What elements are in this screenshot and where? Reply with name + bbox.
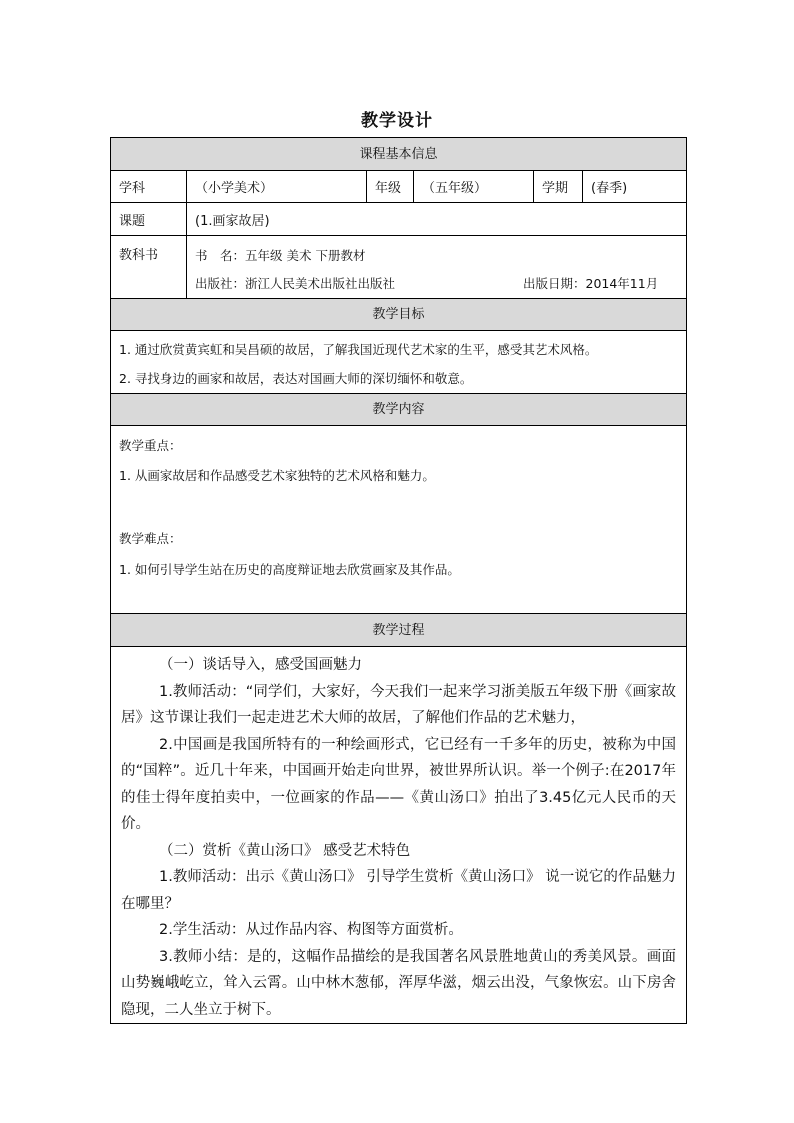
section-process: [111, 614, 686, 647]
textbook-label: 教科书: [111, 236, 187, 298]
key-point-item: 1. 从画家故居和作品感受艺术家独特的艺术风格和魅力。: [119, 468, 435, 483]
process-paragraph: 2.中国画是我国所特有的一种绘画形式，它已经有一千多年的历史，被称为中国的“国粹”。近几十年来，中国画开始走向世界，被世界所认识。举一个例子:在2017年的佳士得年度拍卖中，一位画家的作品——《黄山汤口》拍出了3.45亿元人民币的天价。: [121, 736, 676, 832]
content-row: [111, 426, 686, 614]
topic-value: (1.画家故居): [195, 213, 270, 229]
process-part2-heading: （二）赏析《黄山汤口》 感受艺术特色: [159, 842, 411, 859]
objectives-row: [111, 331, 686, 394]
process-row: [111, 647, 686, 1023]
term-value: (春季): [591, 181, 628, 196]
lesson-plan-table: [110, 137, 687, 1024]
publish-date: 出版日期：2014年11月: [523, 276, 659, 291]
process-part1-heading: （一）谈话导入，感受国画魅力: [159, 657, 362, 673]
objective-item: 2. 寻找身边的画家和故居，表达对国画大师的深切缅怀和敬意。: [119, 371, 473, 386]
process-paragraph: 1.教师活动：“同学们，大家好，今天我们一起来学习浙美版五年级下册《画家故居》这节课让我们一起走进艺术大师的故居，了解他们作品的艺术魅力，: [121, 683, 676, 726]
section-content: [111, 394, 686, 426]
section-objectives-label: 教学目标: [372, 307, 425, 322]
process-paragraph: 2.学生活动：从过作品内容、构图等方面赏析。: [159, 922, 463, 938]
section-basic-info: [111, 138, 686, 171]
topic-row: [111, 203, 686, 236]
publisher: 出版社：浙江人民美术出版社出版社: [195, 276, 396, 291]
difficulty-label: 教学难点：: [119, 531, 182, 546]
process-paragraph: 1.教师活动：出示《黄山汤口》 引导学生赏析《黄山汤口》 说一说它的作品魅力在哪里？: [121, 869, 676, 912]
process-paragraph: 3.教师小结：是的，这幅作品描绘的是我国著名风景胜地黄山的秀美风景。画面山势巍峨屹立，耸入云霄。山中林木葱郁，浑厚华滋，烟云出没，气象恢宏。山下房舍隐现，二人坐立于树下。: [121, 948, 676, 1018]
section-process-label: 教学过程: [372, 623, 425, 638]
section-content-label: 教学内容: [372, 402, 425, 417]
topic-label: 课题: [111, 203, 187, 235]
section-basic-info-label: 课程基本信息: [359, 147, 438, 162]
objective-item: 1. 通过欣赏黄宾虹和吴昌硕的故居，了解我国近现代艺术家的生平，感受其艺术风格。: [119, 342, 598, 357]
key-points-label: 教学重点：: [119, 438, 182, 453]
term-label: 学期: [534, 171, 583, 202]
textbook-row: [111, 236, 686, 299]
subject-label: 学科: [111, 171, 187, 202]
page-title: 教学设计: [361, 111, 433, 131]
grade-label: 年级: [367, 171, 414, 202]
process-body: [121, 652, 676, 1023]
subject-value: （小学美术）: [187, 171, 367, 202]
section-objectives: [111, 299, 686, 331]
difficulty-item: 1. 如何引导学生站在历史的高度辩证地去欣赏画家及其作品。: [119, 562, 460, 577]
info-row: [111, 171, 686, 203]
grade-value: （五年级）: [414, 171, 534, 202]
book-name: 书 名：五年级 美术 下册教材: [195, 248, 366, 263]
